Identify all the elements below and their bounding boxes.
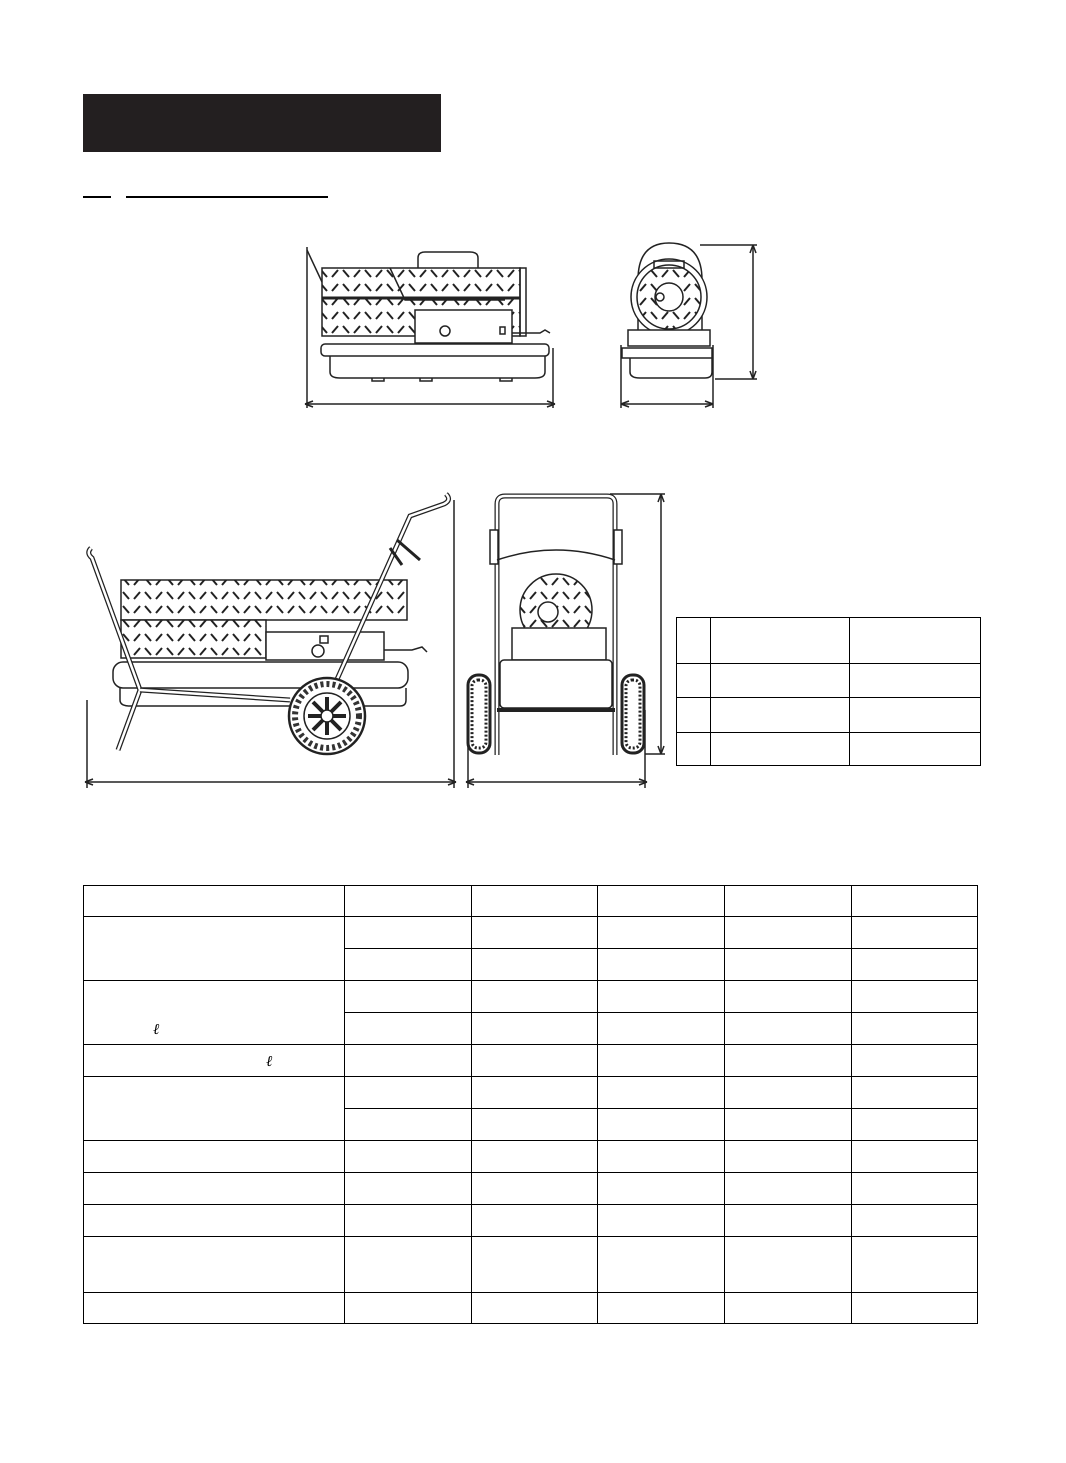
table-cell bbox=[84, 981, 345, 1045]
table-cell bbox=[84, 1045, 345, 1077]
table-cell bbox=[711, 698, 850, 733]
table-cell bbox=[471, 1141, 598, 1173]
table-cell bbox=[84, 917, 345, 981]
table-cell bbox=[598, 1045, 725, 1077]
table-cell bbox=[852, 917, 978, 949]
table-cell bbox=[344, 949, 471, 981]
table-header-cell bbox=[725, 886, 852, 917]
table-cell bbox=[850, 698, 981, 733]
table-cell bbox=[725, 1141, 852, 1173]
table-cell bbox=[711, 733, 850, 766]
table-cell bbox=[852, 1293, 978, 1324]
table-row bbox=[84, 1045, 978, 1077]
table-cell bbox=[471, 1205, 598, 1237]
table-cell bbox=[471, 1109, 598, 1141]
table-cell bbox=[852, 1237, 978, 1293]
table-header-cell bbox=[84, 886, 345, 917]
table-header-cell bbox=[344, 886, 471, 917]
table-header-cell bbox=[471, 886, 598, 917]
table-cell bbox=[598, 1109, 725, 1141]
table-cell bbox=[852, 1173, 978, 1205]
table-cell bbox=[84, 1077, 345, 1141]
table-cell bbox=[344, 1173, 471, 1205]
table-row bbox=[84, 1141, 978, 1173]
table-cell bbox=[344, 981, 471, 1013]
table-cell bbox=[852, 949, 978, 981]
table-cell bbox=[850, 618, 981, 664]
table-cell bbox=[598, 1173, 725, 1205]
table-cell bbox=[711, 618, 850, 664]
table-cell bbox=[852, 1045, 978, 1077]
table-cell bbox=[471, 1173, 598, 1205]
table-cell bbox=[677, 618, 711, 664]
table-cell bbox=[471, 1077, 598, 1109]
table-row bbox=[84, 1205, 978, 1237]
table-cell bbox=[725, 1045, 852, 1077]
table-cell bbox=[725, 1109, 852, 1141]
table-cell bbox=[852, 1109, 978, 1141]
table-cell bbox=[471, 981, 598, 1013]
table-cell bbox=[471, 917, 598, 949]
heater-side-view-small bbox=[305, 247, 555, 408]
table-row bbox=[84, 981, 978, 1013]
litre-symbol: ℓ bbox=[153, 1020, 160, 1038]
table-header-row bbox=[84, 886, 978, 917]
table-cell bbox=[598, 1205, 725, 1237]
table-row bbox=[84, 1077, 978, 1109]
table-cell bbox=[677, 664, 711, 698]
table-cell bbox=[344, 1013, 471, 1045]
table-row bbox=[677, 664, 981, 698]
table-cell bbox=[84, 1205, 345, 1237]
table-cell bbox=[852, 1013, 978, 1045]
table-cell bbox=[84, 1293, 345, 1324]
table-cell bbox=[344, 1205, 471, 1237]
table-row bbox=[84, 1173, 978, 1205]
table-cell bbox=[344, 1077, 471, 1109]
table-cell bbox=[598, 1237, 725, 1293]
table-cell bbox=[725, 1173, 852, 1205]
table-cell bbox=[852, 1141, 978, 1173]
table-cell bbox=[725, 917, 852, 949]
table-cell bbox=[471, 1237, 598, 1293]
table-header-cell bbox=[852, 886, 978, 917]
table-cell bbox=[725, 1293, 852, 1324]
table-cell bbox=[598, 1141, 725, 1173]
table-row bbox=[84, 1293, 978, 1324]
table-cell bbox=[344, 1237, 471, 1293]
table-cell bbox=[84, 1141, 345, 1173]
table-cell bbox=[84, 1173, 345, 1205]
table-cell bbox=[344, 1109, 471, 1141]
table-cell bbox=[852, 1205, 978, 1237]
table-cell bbox=[725, 949, 852, 981]
table-cell bbox=[344, 917, 471, 949]
dimension-table bbox=[676, 617, 981, 766]
table-row bbox=[84, 917, 978, 949]
table-cell bbox=[852, 981, 978, 1013]
table-row bbox=[677, 618, 981, 664]
table-cell bbox=[725, 1013, 852, 1045]
heater-side-view-with-cart bbox=[85, 494, 456, 788]
table-cell bbox=[725, 1077, 852, 1109]
litre-symbol: ℓ bbox=[266, 1052, 273, 1070]
table-cell bbox=[344, 1045, 471, 1077]
table-cell bbox=[677, 733, 711, 766]
table-cell bbox=[852, 1077, 978, 1109]
table-cell bbox=[598, 1077, 725, 1109]
table-cell bbox=[84, 1237, 345, 1293]
table-cell bbox=[598, 949, 725, 981]
table-cell bbox=[711, 664, 850, 698]
table-row bbox=[84, 1237, 978, 1293]
table-cell bbox=[725, 981, 852, 1013]
table-cell bbox=[850, 733, 981, 766]
table-header-cell bbox=[598, 886, 725, 917]
table-cell bbox=[598, 981, 725, 1013]
specification-table bbox=[83, 885, 978, 1324]
table-row bbox=[677, 733, 981, 766]
table-cell bbox=[344, 1293, 471, 1324]
table-cell bbox=[598, 1293, 725, 1324]
table-cell bbox=[471, 1045, 598, 1077]
table-cell bbox=[725, 1205, 852, 1237]
table-cell bbox=[677, 698, 711, 733]
table-cell bbox=[598, 1013, 725, 1045]
table-cell bbox=[471, 949, 598, 981]
heater-front-view-with-cart bbox=[466, 494, 665, 788]
table-cell bbox=[725, 1237, 852, 1293]
table-cell bbox=[850, 664, 981, 698]
table-cell bbox=[598, 917, 725, 949]
table-cell bbox=[344, 1141, 471, 1173]
heater-front-view-small bbox=[621, 243, 757, 408]
table-row bbox=[677, 698, 981, 733]
table-cell bbox=[471, 1013, 598, 1045]
table-cell bbox=[471, 1293, 598, 1324]
